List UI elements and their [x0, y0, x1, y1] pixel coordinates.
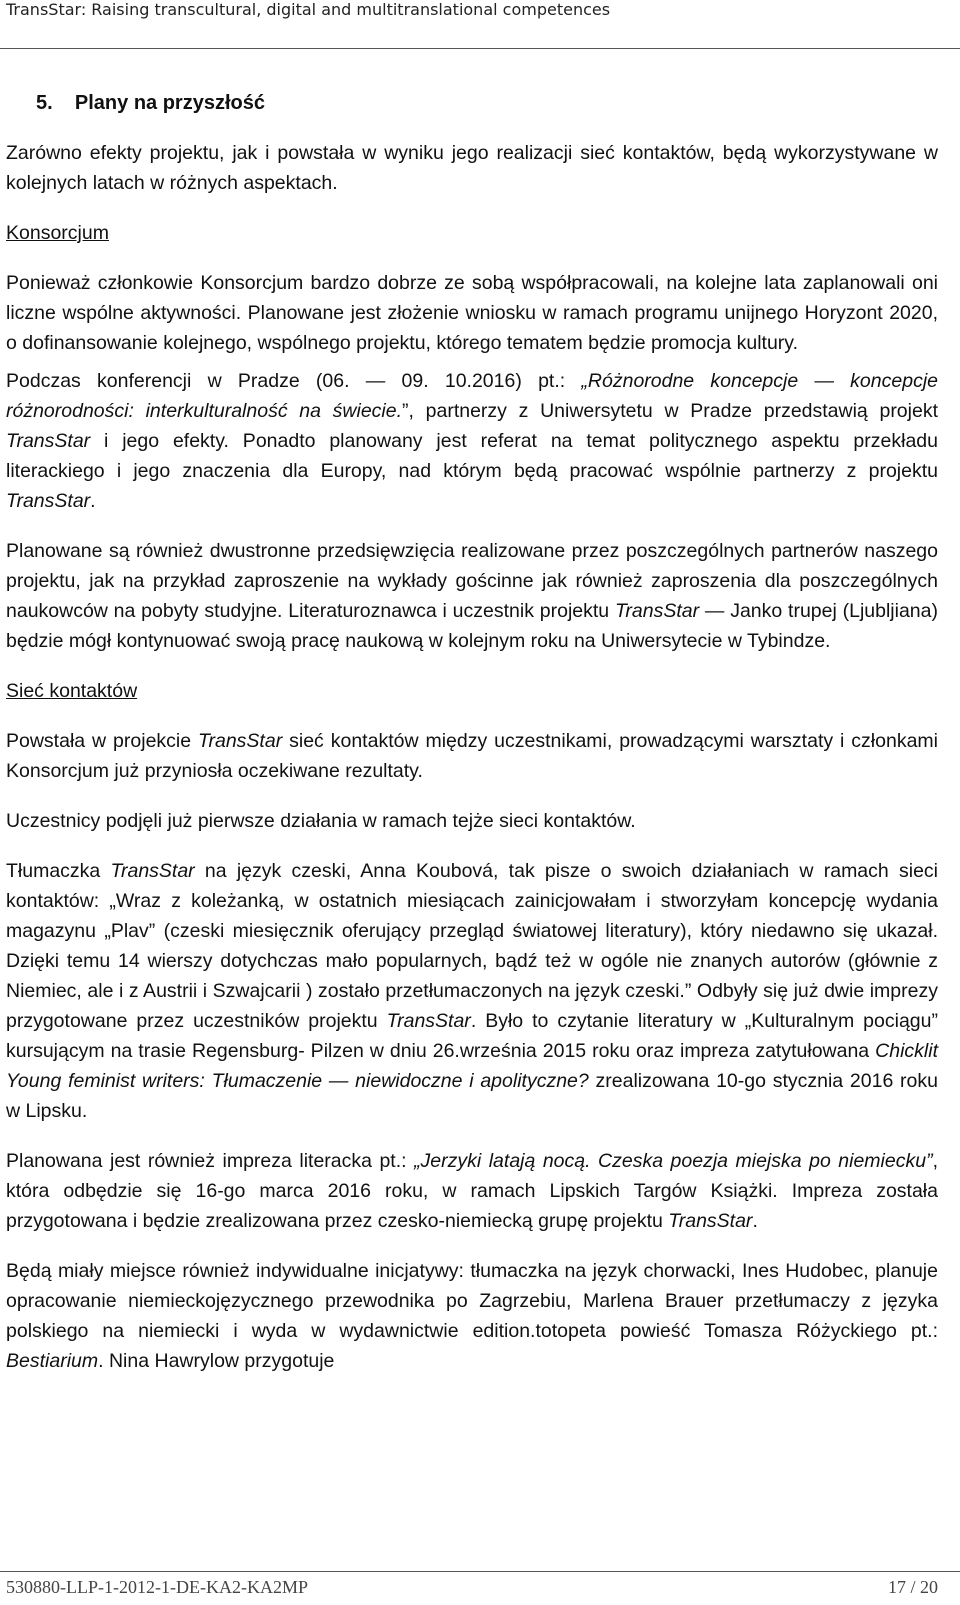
project-name: TransStar — [614, 600, 700, 622]
running-header: TransStar: Raising transcultural, digital and multitranslational competences — [6, 0, 611, 19]
project-name: TransStar — [6, 490, 91, 512]
siec-paragraph-5 — [6, 1256, 938, 1376]
text-run: i jego efekty. Ponadto planowany jest referat na temat politycznego aspektu przekładu literackiego i jego znaczenia dla Europy, nad którym będą pracować wspólnie partnerzy z projektu — [6, 430, 938, 482]
konsorcjum-paragraph-1: Ponieważ członkowie Konsorcjum bardzo dobrze ze sobą współpracowali, na kolejne lata zaplanowali oni liczne wspólne aktywności. Planowane jest złożenie wniosku w ramach programu unijnego Horyzont 2020, o dofinansowanie kolejnego, wspólnego projektu, którego tematem będzie promocja kultury. — [6, 272, 938, 354]
header-divider — [0, 48, 960, 49]
text-run: Powstała w projekcie — [6, 730, 199, 752]
page-footer — [6, 1577, 938, 1598]
text-run: Będą miały miejsce również indywidualne inicjatywy: tłumaczka na język chorwacki, Ines Hudobec, planuje opracowanie niemieckojęzycznego przewodnika po Zagrzebiu, Marlena Brauer przetłumaczy z języka polskiego na niemiecki i wyda w wydawnictwie edition.totopeta powieść Tomasza Różyckiego pt.: — [6, 1260, 938, 1342]
project-name: TransStar — [110, 860, 195, 882]
siec-paragraph-3 — [6, 856, 938, 1126]
konsorcjum-heading-text: Konsorcjum — [6, 222, 109, 244]
conference-title: „Różnorodne koncepcje — koncepcje różnorodności: interkulturalność na świecie. — [6, 370, 938, 422]
page-number: 17 / 20 — [887, 1577, 938, 1597]
text-run: . Było to czytanie literatury w „Kulturalnym pociągu” kursującym na trasie Regensburg- Pilzen w dniu 26.września 2015 roku oraz impreza zatytułowana — [6, 1010, 938, 1062]
text-run: na język czeski, Anna Koubová, tak pisze o swoich działaniach w ramach sieci kontaktów: „Wraz z koleżanką, w ostatnich miesiącach zainicjowałam i stworzyłam koncepcję wydania magazynu „Plav” (czeski miesięcznik oferujący przegląd światowej literatury), który niedawno się ukazał. Dzięki temu 14 wierszy dotychczas mało popularnych, bądź też w ogóle nie znanych autorów (głównie z Niemiec, ale i z Austrii i Szwajcarii ) zostało przetłumaczonych na język czeski.” Odbyły się już dwie imprezy przygotowane przez uczestników projektu — [6, 860, 938, 1032]
project-name: TransStar — [6, 430, 91, 452]
text-run: — Janko trupej (Ljubljiana) będzie mógł kontynuować swoją pracę naukową w kolejnym roku na Uniwersytecie w Tybindze. — [6, 600, 938, 652]
text-run: Tłumaczka — [6, 860, 111, 882]
project-name: TransStar — [668, 1210, 753, 1232]
siec-paragraph-1 — [6, 726, 938, 786]
book-title: Bestiarium — [6, 1350, 99, 1372]
konsorcjum-heading — [6, 218, 938, 248]
siec-paragraph-2: Uczestnicy podjęli już pierwsze działania w ramach tejże sieci kontaktów. — [6, 810, 636, 832]
text-run: . — [90, 490, 96, 512]
text-run: Planowane są również dwustronne przedsięwzięcia realizowane przez poszczególnych partnerów naszego projektu, jak na przykład zaproszenie na wykłady gościnne jak również zaproszenia dla poszczególnych naukowców na pobyty studyjne. Literaturoznawca i uczestnik projektu — [6, 540, 938, 622]
siec-paragraph-4 — [6, 1146, 938, 1236]
project-name: TransStar — [386, 1010, 471, 1032]
footer-divider — [0, 1571, 960, 1572]
text-run: sieć kontaktów między uczestnikami, prowadzącymi warsztaty i członkami Konsorcjum już przyniosła oczekiwane rezultaty. — [6, 730, 938, 782]
project-name: TransStar — [198, 730, 283, 752]
text-run: . Nina Hawrylow przygotuje — [98, 1350, 335, 1372]
event-title: „Jerzyki latają nocą. Czeska poezja miejska po niemiecku” — [414, 1150, 933, 1172]
project-code: 530880-LLP-1-2012-1-DE-KA2-KA2MP — [6, 1577, 308, 1597]
text-run: Planowana jest również impreza literacka pt.: — [6, 1150, 415, 1172]
intro-paragraph: Zarówno efekty projektu, jak i powstała w wyniku jego realizacji sieć kontaktów, będą wykorzystywane w kolejnych latach w różnych aspektach. — [6, 142, 938, 194]
text-run: ”, partnerzy z Uniwersytetu w Pradze przedstawią projekt — [402, 400, 939, 422]
siec-heading-text: Sieć kontaktów — [6, 680, 138, 702]
text-run: zrealizowana 10-go stycznia 2016 roku w Lipsku. — [6, 1070, 938, 1122]
siec-heading — [6, 676, 938, 706]
page-content — [6, 88, 938, 1376]
section-title: 5. Plany na przyszłość — [36, 92, 265, 114]
event-title: Chicklit Young feminist writers: Tłumaczenie — niewidoczne i apolityczne? — [6, 1040, 938, 1092]
text-run: , która odbędzie się 16-go marca 2016 roku, w ramach Lipskich Targów Książki. Impreza została przygotowana i będzie zrealizowana przez czesko-niemiecką grupę projektu — [6, 1150, 938, 1232]
konsorcjum-paragraph-3 — [6, 536, 938, 656]
text-run: Podczas konferencji w Pradze (06. — 09. 10.2016) pt.: — [6, 370, 582, 392]
text-run: . — [752, 1210, 758, 1232]
konsorcjum-paragraph-2 — [6, 366, 938, 516]
